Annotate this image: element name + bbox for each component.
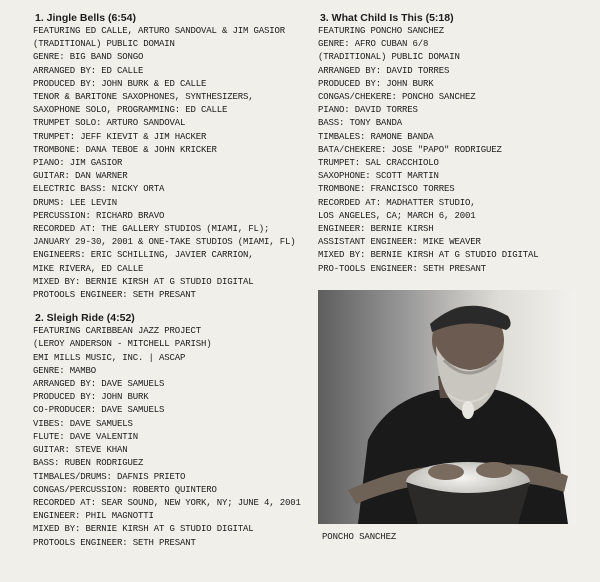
track-title: 1. Jingle Bells (6:54) bbox=[35, 12, 136, 24]
credit-line: CONGAS/PERCUSSION: ROBERTO QUINTERO bbox=[33, 484, 217, 495]
credit-line: RECORDED AT: THE GALLERY STUDIOS (MIAMI, FL); bbox=[33, 224, 270, 235]
track-credits bbox=[33, 325, 305, 549]
credit-line: GUITAR: STEVE KHAN bbox=[33, 445, 128, 456]
credit-line: LOS ANGELES, CA; MARCH 6, 2001 bbox=[318, 210, 476, 221]
credit-line: BASS: RUBEN RODRIGUEZ bbox=[33, 458, 144, 469]
credit-line: ARRANGED BY: ED CALLE bbox=[33, 65, 144, 76]
credit-line: PERCUSSION: RICHARD BRAVO bbox=[33, 210, 165, 221]
credit-line: PRO-TOOLS ENGINEER: SETH PRESANT bbox=[318, 263, 487, 274]
left-column bbox=[33, 12, 305, 550]
credit-line: PIANO: DAVID TORRES bbox=[318, 105, 418, 116]
credit-line: TRUMPET: JEFF KIEVIT & JIM HACKER bbox=[33, 131, 207, 142]
credit-line: PIANO: JIM GASIOR bbox=[33, 158, 123, 169]
credit-line: SAXOPHONE: SCOTT MARTIN bbox=[318, 171, 439, 182]
track-1 bbox=[33, 12, 305, 302]
credit-line: PROTOOLS ENGINEER: SETH PRESANT bbox=[33, 537, 196, 548]
credit-line: TROMBONE: FRANCISCO TORRES bbox=[318, 184, 455, 195]
credit-line: FLUTE: DAVE VALENTIN bbox=[33, 431, 139, 442]
credit-line: FEATURING ED CALLE, ARTURO SANDOVAL & JIM GASIOR bbox=[33, 26, 286, 36]
credit-line: GENRE: MAMBO bbox=[33, 365, 97, 376]
credit-line: GENRE: AFRO CUBAN 6/8 bbox=[318, 39, 429, 50]
credit-line: TROMBONE: DANA TEBOE & JOHN KRICKER bbox=[33, 144, 217, 155]
credit-line: (TRADITIONAL) PUBLIC DOMAIN bbox=[318, 52, 460, 63]
credit-line: MIXED BY: BERNIE KIRSH AT G STUDIO DIGITAL bbox=[33, 276, 254, 287]
credit-line: PRODUCED BY: JOHN BURK & ED CALLE bbox=[33, 78, 207, 89]
credit-line: BATA/CHEKERE: JOSE "PAPO" RODRIGUEZ bbox=[318, 144, 502, 155]
credit-line: ARRANGED BY: DAVID TORRES bbox=[318, 65, 450, 76]
credit-line: PRODUCED BY: JOHN BURK bbox=[33, 392, 149, 403]
track-title: 2. Sleigh Ride (4:52) bbox=[35, 312, 135, 325]
credit-line: RECORDED AT: SEAR SOUND, NEW YORK, NY; JUNE 4, 2001 bbox=[33, 497, 301, 508]
track-credits bbox=[318, 25, 588, 276]
credit-line: ENGINEERS: ERIC SCHILLING, JAVIER CARRION, bbox=[33, 250, 254, 261]
track-3 bbox=[318, 12, 588, 276]
credit-line: FEATURING PONCHO SANCHEZ bbox=[318, 26, 445, 36]
track-2 bbox=[33, 312, 305, 549]
credit-line: MIXED BY: BERNIE KIRSH AT G STUDIO DIGITAL bbox=[33, 524, 254, 535]
credit-line: DRUMS: LEE LEVIN bbox=[33, 197, 118, 208]
credit-line: ELECTRIC BASS: NICKY ORTA bbox=[33, 184, 165, 195]
credit-line: PRODUCED BY: JOHN BURK bbox=[318, 78, 434, 89]
track-title: 3. What Child Is This (5:18) bbox=[320, 12, 454, 24]
credit-line: ENGINEER: BERNIE KIRSH bbox=[318, 224, 434, 235]
credit-line: GUITAR: DAN WARNER bbox=[33, 171, 128, 182]
credit-line: BASS: TONY BANDA bbox=[318, 118, 403, 129]
credit-line: VIBES: DAVE SAMUELS bbox=[33, 418, 133, 429]
credit-line: TRUMPET SOLO: ARTURO SANDOVAL bbox=[33, 118, 186, 129]
credit-line: FEATURING CARIBBEAN JAZZ PROJECT bbox=[33, 326, 202, 337]
artist-photo-illustration bbox=[318, 290, 576, 524]
right-column bbox=[318, 12, 588, 276]
credit-line: TRUMPET: SAL CRACCHIOLO bbox=[318, 158, 439, 169]
credit-line: ENGINEER: PHIL MAGNOTTI bbox=[33, 511, 154, 522]
credit-line: TIMBALES: RAMONE BANDA bbox=[318, 131, 434, 142]
credit-line: TIMBALES/DRUMS: DAFNIS PRIETO bbox=[33, 471, 186, 482]
photo-caption: PONCHO SANCHEZ bbox=[322, 532, 397, 542]
credit-line: JANUARY 29-30, 2001 & ONE-TAKE STUDIOS (MIAMI, FL) bbox=[33, 237, 296, 248]
credit-line: (LEROY ANDERSON - MITCHELL PARISH) bbox=[33, 339, 212, 350]
credit-line: ASSISTANT ENGINEER: MIKE WEAVER bbox=[318, 237, 481, 248]
credit-line: MIKE RIVERA, ED CALLE bbox=[33, 263, 144, 274]
credit-line: (TRADITIONAL) PUBLIC DOMAIN bbox=[33, 39, 175, 50]
credit-line: EMI MILLS MUSIC, INC. | ASCAP bbox=[33, 352, 186, 363]
credit-line: CO-PRODUCER: DAVE SAMUELS bbox=[33, 405, 165, 416]
credit-line: ARRANGED BY: DAVE SAMUELS bbox=[33, 379, 165, 390]
track-credits bbox=[33, 25, 305, 302]
credit-line: TENOR & BARITONE SAXOPHONES, SYNTHESIZERS, bbox=[33, 92, 254, 103]
credit-line: RECORDED AT: MADHATTER STUDIO, bbox=[318, 197, 476, 208]
credit-line: CONGAS/CHEKERE: PONCHO SANCHEZ bbox=[318, 92, 476, 103]
credit-line: SAXOPHONE SOLO, PROGRAMMING: ED CALLE bbox=[33, 105, 228, 116]
artist-photo bbox=[318, 290, 576, 524]
credit-line: MIXED BY: BERNIE KIRSH AT G STUDIO DIGITAL bbox=[318, 250, 539, 261]
credit-line: GENRE: BIG BAND SONGO bbox=[33, 52, 144, 63]
credit-line: PROTOOLS ENGINEER: SETH PRESANT bbox=[33, 290, 196, 301]
